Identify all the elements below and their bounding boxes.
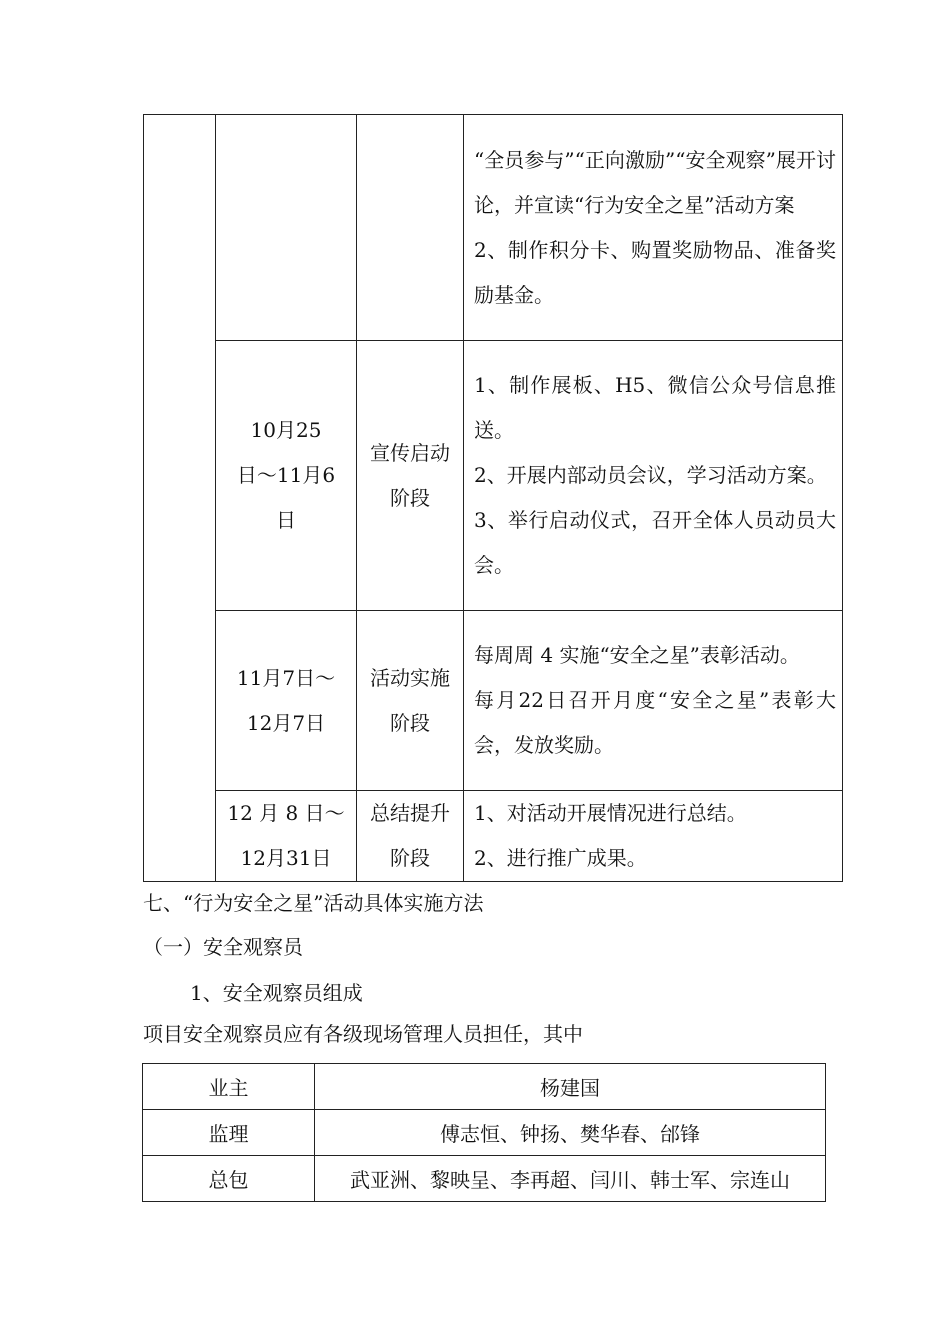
stage-line: 阶段 [390,846,430,870]
content-item: 3、举行启动仪式，召开全体人员动员大会。 [474,508,836,577]
content-item: 每周周 4 实施“安全之星”表彰活动。 [474,643,800,667]
date-line: 日 [276,508,296,532]
date-line: 日～11月6 [236,463,336,487]
content-cell [464,341,843,611]
date-cell [216,341,357,611]
subsection-heading: （一）安全观察员 [143,935,303,959]
merged-category-cell [144,115,216,882]
role-cell: 总包 [143,1156,315,1202]
content-item: 2、开展内部动员会议，学习活动方案。 [474,463,827,487]
table-row [143,1156,826,1202]
table-row [144,791,843,882]
role-cell: 监理 [143,1110,315,1156]
table-row [144,341,843,611]
stage-cell [357,611,464,791]
date-line: 10月25 [250,418,322,442]
date-line: 12月7日 [246,710,326,735]
date-cell [216,115,357,341]
stage-cell [357,341,464,611]
content-cell [464,611,843,791]
stage-line: 宣传启动 [370,440,450,465]
content-item: 1、对活动开展情况进行总结。 [474,801,747,825]
content-item: 1、制作展板、H5、微信公众号信息推送。 [474,373,836,442]
names-cell: 武亚洲、黎映呈、李再超、闫川、韩士军、宗连山 [315,1156,826,1202]
stage-cell [357,115,464,341]
date-cell [216,791,357,882]
stage-line: 阶段 [390,485,430,510]
section-heading: 七、“行为安全之星”活动具体实施方法 [143,891,484,915]
date-line: 12 月 8 日～ [227,801,345,825]
content-item: 每月22日召开月度“安全之星”表彰大会，发放奖励。 [474,688,836,757]
content-item: 2、制作积分卡、购置奖励物品、准备奖励基金。 [474,237,836,307]
names-cell: 杨建国 [315,1064,826,1110]
date-line: 11月7日～ [236,665,336,690]
names-cell: 傅志恒、钟扬、樊华春、邰锋 [315,1110,826,1156]
date-line: 12月31日 [240,846,332,870]
table-row [144,115,843,341]
body-paragraph: 项目安全观察员应有各级现场管理人员担任，其中 [143,1022,583,1046]
stage-line: 阶段 [390,710,430,735]
table-row [144,611,843,791]
content-item: 2、进行推广成果。 [474,846,647,870]
stage-cell [357,791,464,882]
role-cell: 业主 [143,1064,315,1110]
content-item: “全员参与”“正向激励”“安全观察”展开讨论，并宣读“行为安全之星”活动方案 [474,147,836,217]
stage-line: 总结提升 [370,801,450,825]
content-cell [464,791,843,882]
schedule-table [143,114,843,882]
table-row [143,1110,826,1156]
stage-line: 活动实施 [370,665,450,690]
observer-staff-table [142,1063,826,1202]
content-cell [464,115,843,341]
table-row [143,1064,826,1110]
item-heading: 1、安全观察员组成 [190,981,363,1005]
date-cell [216,611,357,791]
